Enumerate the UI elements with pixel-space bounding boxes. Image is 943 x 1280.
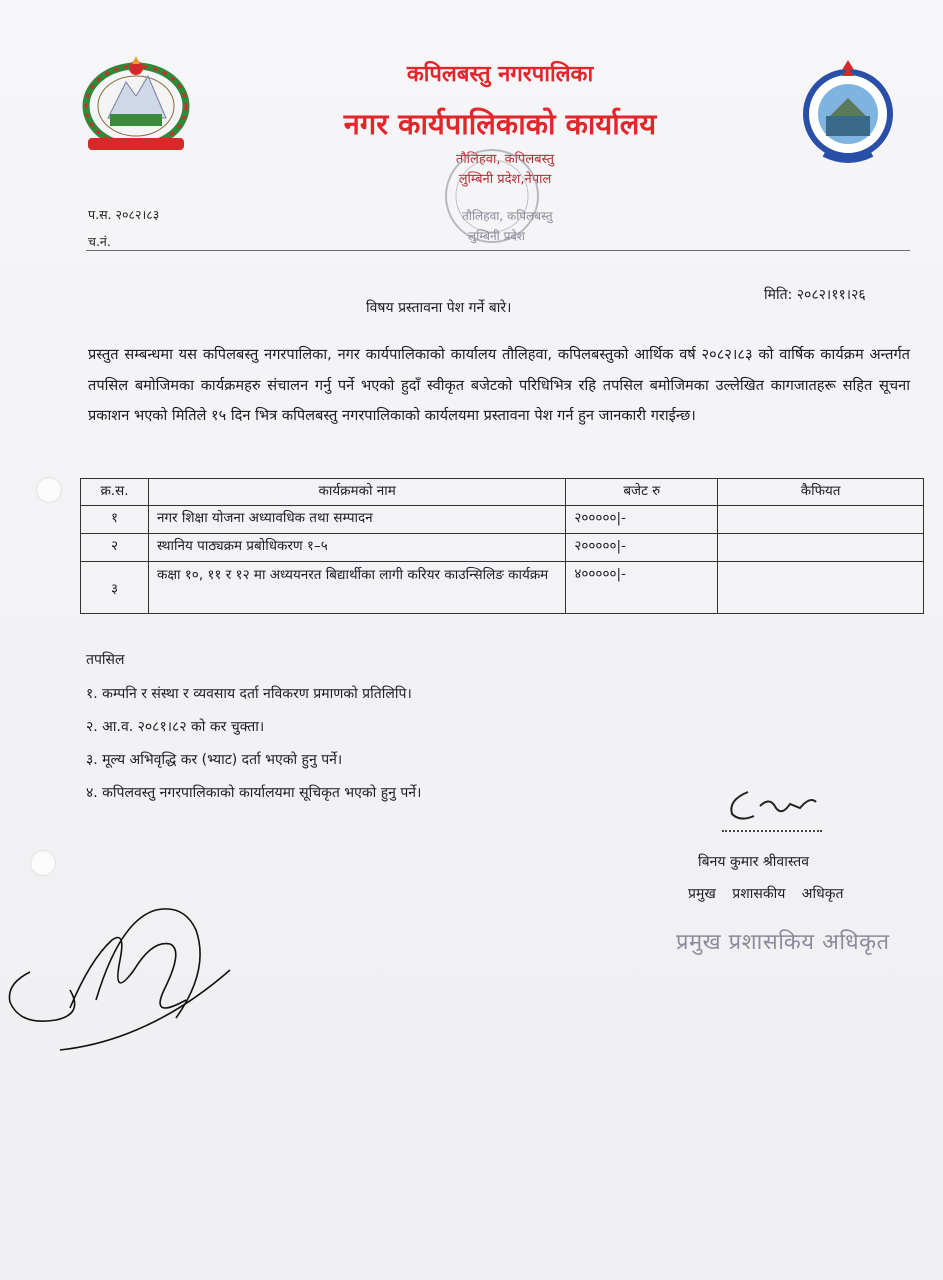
tapasil-item: ४. कपिलवस्तु नगरपालिकाको कार्यालयमा सूचिकृत भएको हुनु पर्ने। (86, 785, 422, 801)
table-row (81, 534, 924, 562)
row-budget: ४०००००|- (566, 562, 718, 614)
row-program-name: कक्षा १०, ११ र १२ मा अध्ययनरत बिद्यार्थीका लागी करियर काउन्सिलिङ कार्यक्रम (148, 562, 565, 614)
header-divider (86, 250, 910, 251)
row-remarks (718, 562, 924, 614)
stamp-line-1: तौलिहवा, कपिलबस्तु (462, 209, 553, 223)
row-sn: ३ (81, 562, 149, 614)
dispatch-number: च.नं. (88, 234, 111, 249)
letter-body: प्रस्तुत सम्बन्धमा यस कपिलबस्तु नगरपालिका, नगर कार्यपालिकाको कार्यालय तौलिहवा, कपिलबस्तुको आर्थिक वर्ष २०८२।८३ को वार्षिक कार्यक्रम अन्तर्गत तपसिल बमोजिमका कार्यक्रमहरु संचालन गर्नु पर्ने भएको हुदाँ स्वीकृत बजेटको परिधिभित्र रहि तपसिल बमोजिमका उल्लेखित कागजातहरू सहित सूचना प्रकाशन भएको मितिले १५ दिन भित्र कपिलबस्तु नगरपालिकाको कार्यलयमा प्रस्तावना पेश गर्न हुन जानकारी गराईन्छ। (88, 346, 910, 424)
handwritten-signature (0, 900, 260, 1060)
letter-subject: विषय प्रस्तावना पेश गर्ने बारे। (366, 300, 512, 316)
stamp-line-2: लुम्बिनी प्रदेश (468, 229, 525, 243)
tapasil-item: २. आ.व. २०८१।८२ को कर चुक्ता। (86, 719, 265, 735)
address-line-2: लुम्बिनी प्रदेश,नेपाल (458, 172, 552, 187)
punch-hole-bottom (30, 850, 56, 876)
signatory-title: प्रमुख प्रशासकीय अधिकृत (688, 886, 844, 902)
signature-line (722, 830, 822, 832)
address-line-1: तौलिहवा, कपिलबस्तु (455, 152, 555, 167)
municipality-name: कपिलबस्तु नगरपालिका (406, 62, 594, 87)
table-row (81, 506, 924, 534)
office-name: नगर कार्यपालिकाको कार्यालय (343, 107, 657, 141)
municipality-logo-icon (796, 58, 902, 170)
office-rubber-stamp (410, 146, 570, 258)
nepal-emblem-icon (78, 52, 194, 156)
signatory-name: बिनय कुमार श्रीवास्तव (698, 854, 810, 870)
col-header-budget: बजेट रु (566, 479, 718, 506)
col-header-sn: क्र.स. (81, 479, 149, 506)
tapasil-item: ३. मूल्य अभिवृद्धि कर (भ्याट) दर्ता भएको हुनु पर्ने। (86, 752, 343, 768)
row-program-name: स्थानिय पाठ्यक्रम प्रबोधिकरण १–५ (148, 534, 565, 562)
row-remarks (718, 534, 924, 562)
punch-hole-top (36, 477, 62, 503)
row-sn: २ (81, 534, 149, 562)
tapasil-item: १. कम्पनि र संस्था र व्यवसाय दर्ता नविकरण प्रमाणको प्रतिलिपि। (86, 686, 412, 702)
letter-date: मिति: २०८२।११।२६ (764, 287, 866, 303)
col-header-program: कार्यक्रमको नाम (148, 479, 565, 506)
reference-number: प.स. २०८२।८३ (88, 207, 160, 222)
row-budget: २०००००|- (566, 506, 718, 534)
col-header-remarks: कैफियत (718, 479, 924, 506)
table-row (81, 562, 924, 614)
table-header-row (81, 479, 924, 506)
row-sn: १ (81, 506, 149, 534)
row-remarks (718, 506, 924, 534)
tapasil-heading: तपसिल (86, 652, 125, 668)
row-program-name: नगर शिक्षा योजना अध्यावधिक तथा सम्पादन (148, 506, 565, 534)
designation-stamp: प्रमुख प्रशासकिय अधिकृत (676, 930, 890, 955)
signatory-signature (720, 786, 830, 830)
row-budget: २०००००|- (566, 534, 718, 562)
program-table (80, 478, 924, 614)
